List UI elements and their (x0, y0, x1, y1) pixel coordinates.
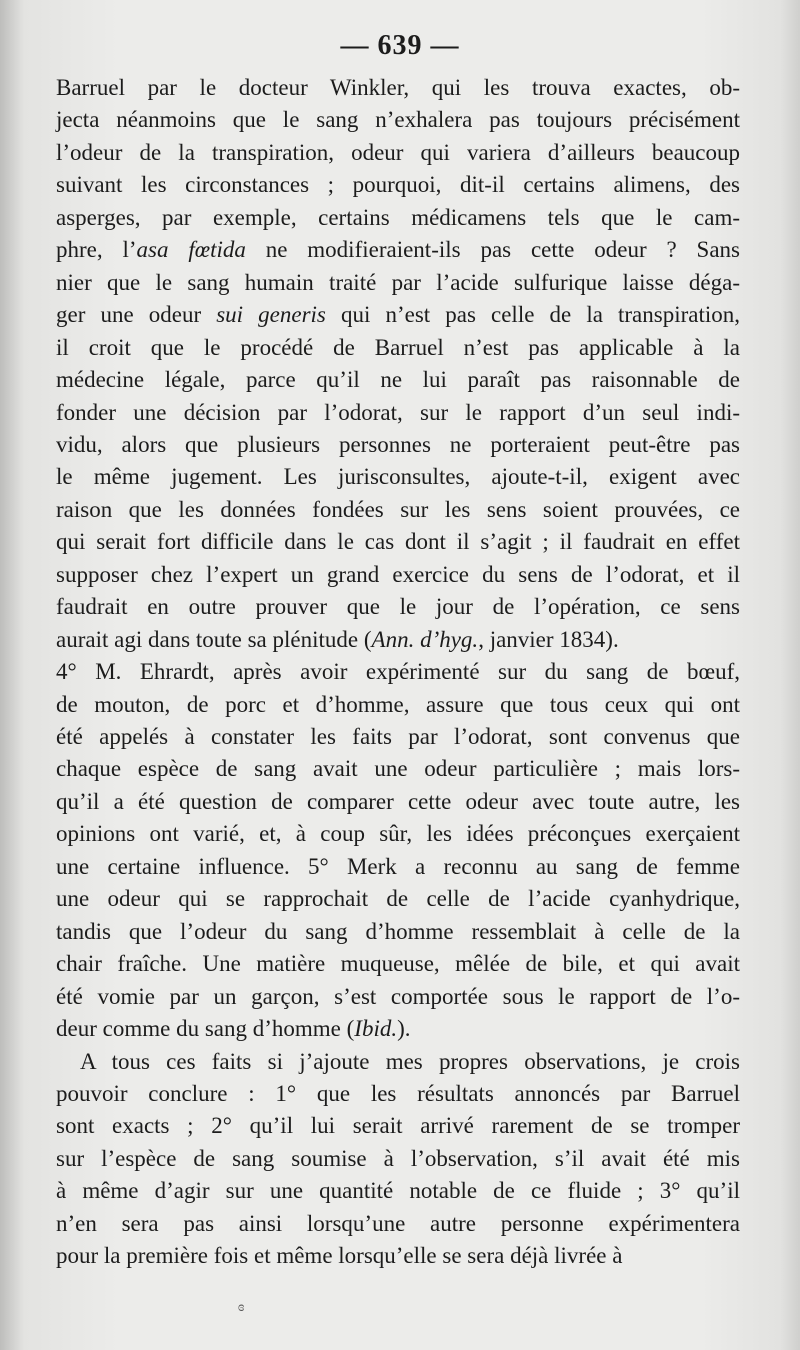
text-run: nier que le sang humain traité par l’acide sulfurique laisse déga- (56, 269, 740, 295)
text-run: suivant les circonstances ; pourquoi, dit-il certains alimens, des (56, 172, 740, 198)
text-line (56, 72, 740, 104)
text-run: n’en sera pas ainsi lorsqu’une autre personne expérimentera (56, 1210, 740, 1236)
text-run: A tous ces faits si j’ajoute mes propres observations, je crois (80, 1048, 740, 1074)
text-line (56, 883, 740, 915)
text-line (56, 689, 740, 721)
text-line (56, 981, 740, 1013)
text-line (56, 461, 740, 493)
italic-text: Ibid. (354, 1016, 398, 1042)
page-number: — 639 — (340, 30, 460, 61)
text-line (56, 1013, 740, 1045)
text-run: à même d’agir sur une quantité notable de ce fluide ; 3° qu’il (56, 1178, 740, 1204)
text-line (56, 559, 740, 591)
text-run: une certaine influence. 5° Merk a reconnu au sang de femme (56, 853, 740, 879)
text-line (56, 1240, 740, 1272)
text-run: deur comme du sang d’homme ( (56, 1016, 355, 1042)
text-line (56, 267, 740, 299)
text-run: le même jugement. Les jurisconsultes, ajoute-t-il, exigent avec (56, 464, 740, 490)
text-run: qui serait fort difficile dans le cas dont il s’agit ; il faudrait en effet (56, 529, 740, 555)
text-line (56, 299, 740, 331)
text-line (56, 1208, 740, 1240)
text-line (56, 169, 740, 201)
text-line (56, 1110, 740, 1142)
text-line (56, 234, 740, 266)
text-run: opinions ont varié, et, à coup sûr, les idées préconçues exerçaient (56, 821, 740, 847)
italic-text: Ann. d’hyg. (371, 626, 479, 652)
text-run: 4° M. Ehrardt, après avoir expérimenté sur du sang de bœuf, (56, 659, 740, 685)
text-run: qu’il a été question de comparer cette odeur avec toute autre, les (56, 788, 740, 814)
text-run: ). (397, 1016, 411, 1042)
text-run: raison que les données fondées sur les sens soient prouvées, ce (56, 496, 740, 522)
text-line (56, 1143, 740, 1175)
text-line (56, 1175, 740, 1207)
text-run: phre, l’ (56, 237, 137, 263)
text-line (56, 202, 740, 234)
text-run: fonder une décision par l’odorat, sur le rapport d’un seul indi- (56, 399, 740, 425)
text-run: pour la première fois et même lorsqu’elle se sera déjà livrée à (56, 1243, 623, 1269)
text-line (56, 364, 740, 396)
footer-mark: ɞ (238, 1300, 245, 1315)
text-run: aurait agi dans toute sa plénitude ( (56, 626, 372, 652)
text-run: ger une odeur (56, 302, 217, 328)
text-run: de mouton, de porc et d’homme, assure que tous ceux qui ont (56, 691, 740, 717)
text-line (56, 818, 740, 850)
text-line (56, 721, 740, 753)
text-run: pouvoir conclure : 1° que les résultats annoncés par Barruel (56, 1080, 740, 1106)
text-run: sont exacts ; 2° qu’il lui serait arrivé rarement de se tromper (56, 1113, 740, 1139)
text-run: supposer chez l’expert un grand exercice du sens de l’odorat, et il (56, 561, 740, 587)
text-run: vidu, alors que plusieurs personnes ne porteraient peut-être pas (56, 431, 740, 457)
text-run: l’odeur de la transpiration, odeur qui variera d’ailleurs beaucoup (56, 139, 740, 165)
text-run: asperges, par exemple, certains médicamens tels que le cam- (56, 204, 740, 230)
text-run: , janvier 1834). (478, 626, 619, 652)
text-line (56, 137, 740, 169)
text-run: qui n’est pas celle de la transpiration, (325, 302, 741, 328)
text-line (80, 1046, 740, 1078)
text-line (56, 332, 740, 364)
text-run: une odeur qui se rapprochait de celle de l’acide cyanhydrique, (56, 886, 740, 912)
text-run: Barruel par le docteur Winkler, qui les trouva exactes, ob- (56, 75, 740, 100)
italic-text: sui generis (216, 302, 326, 328)
text-line (56, 786, 740, 818)
text-run: chaque espèce de sang avait une odeur particulière ; mais lors- (56, 756, 740, 782)
text-run: été vomie par un garçon, s’est comportée sous le rapport de l’o- (56, 983, 740, 1009)
text-line (56, 624, 740, 656)
text-line (56, 948, 740, 980)
text-run: chair fraîche. Une matière muqueuse, mêlée de bile, et qui avait (56, 951, 740, 977)
text-line (56, 851, 740, 883)
text-run: tandis que l’odeur du sang d’homme ressemblait à celle de la (56, 918, 740, 944)
text-line (56, 591, 740, 623)
text-line (56, 397, 740, 429)
text-run: été appelés à constater les faits par l’odorat, sont convenus que (56, 724, 740, 749)
text-line (56, 104, 740, 136)
text-run: faudrait en outre prouver que le jour de l’opération, ce sens (56, 594, 740, 620)
text-line (56, 656, 740, 688)
text-run: ne modifieraient-ils pas cette odeur ? Sans (245, 237, 740, 263)
text-line (56, 916, 740, 948)
text-run: jecta néanmoins que le sang n’exhalera pas toujours précisément (56, 107, 740, 133)
text-line (56, 429, 740, 461)
text-run: médecine légale, parce qu’il ne lui paraît pas raisonnable de (56, 367, 740, 393)
text-line (56, 526, 740, 558)
text-line (56, 753, 740, 785)
text-run: sur l’espèce de sang soumise à l’observation, s’il avait été mis (56, 1145, 740, 1171)
text-run: il croit que le procédé de Barruel n’est pas applicable à la (56, 334, 740, 360)
italic-text: asa fœtida (136, 237, 246, 263)
text-line (56, 494, 740, 526)
text-line (56, 1078, 740, 1110)
